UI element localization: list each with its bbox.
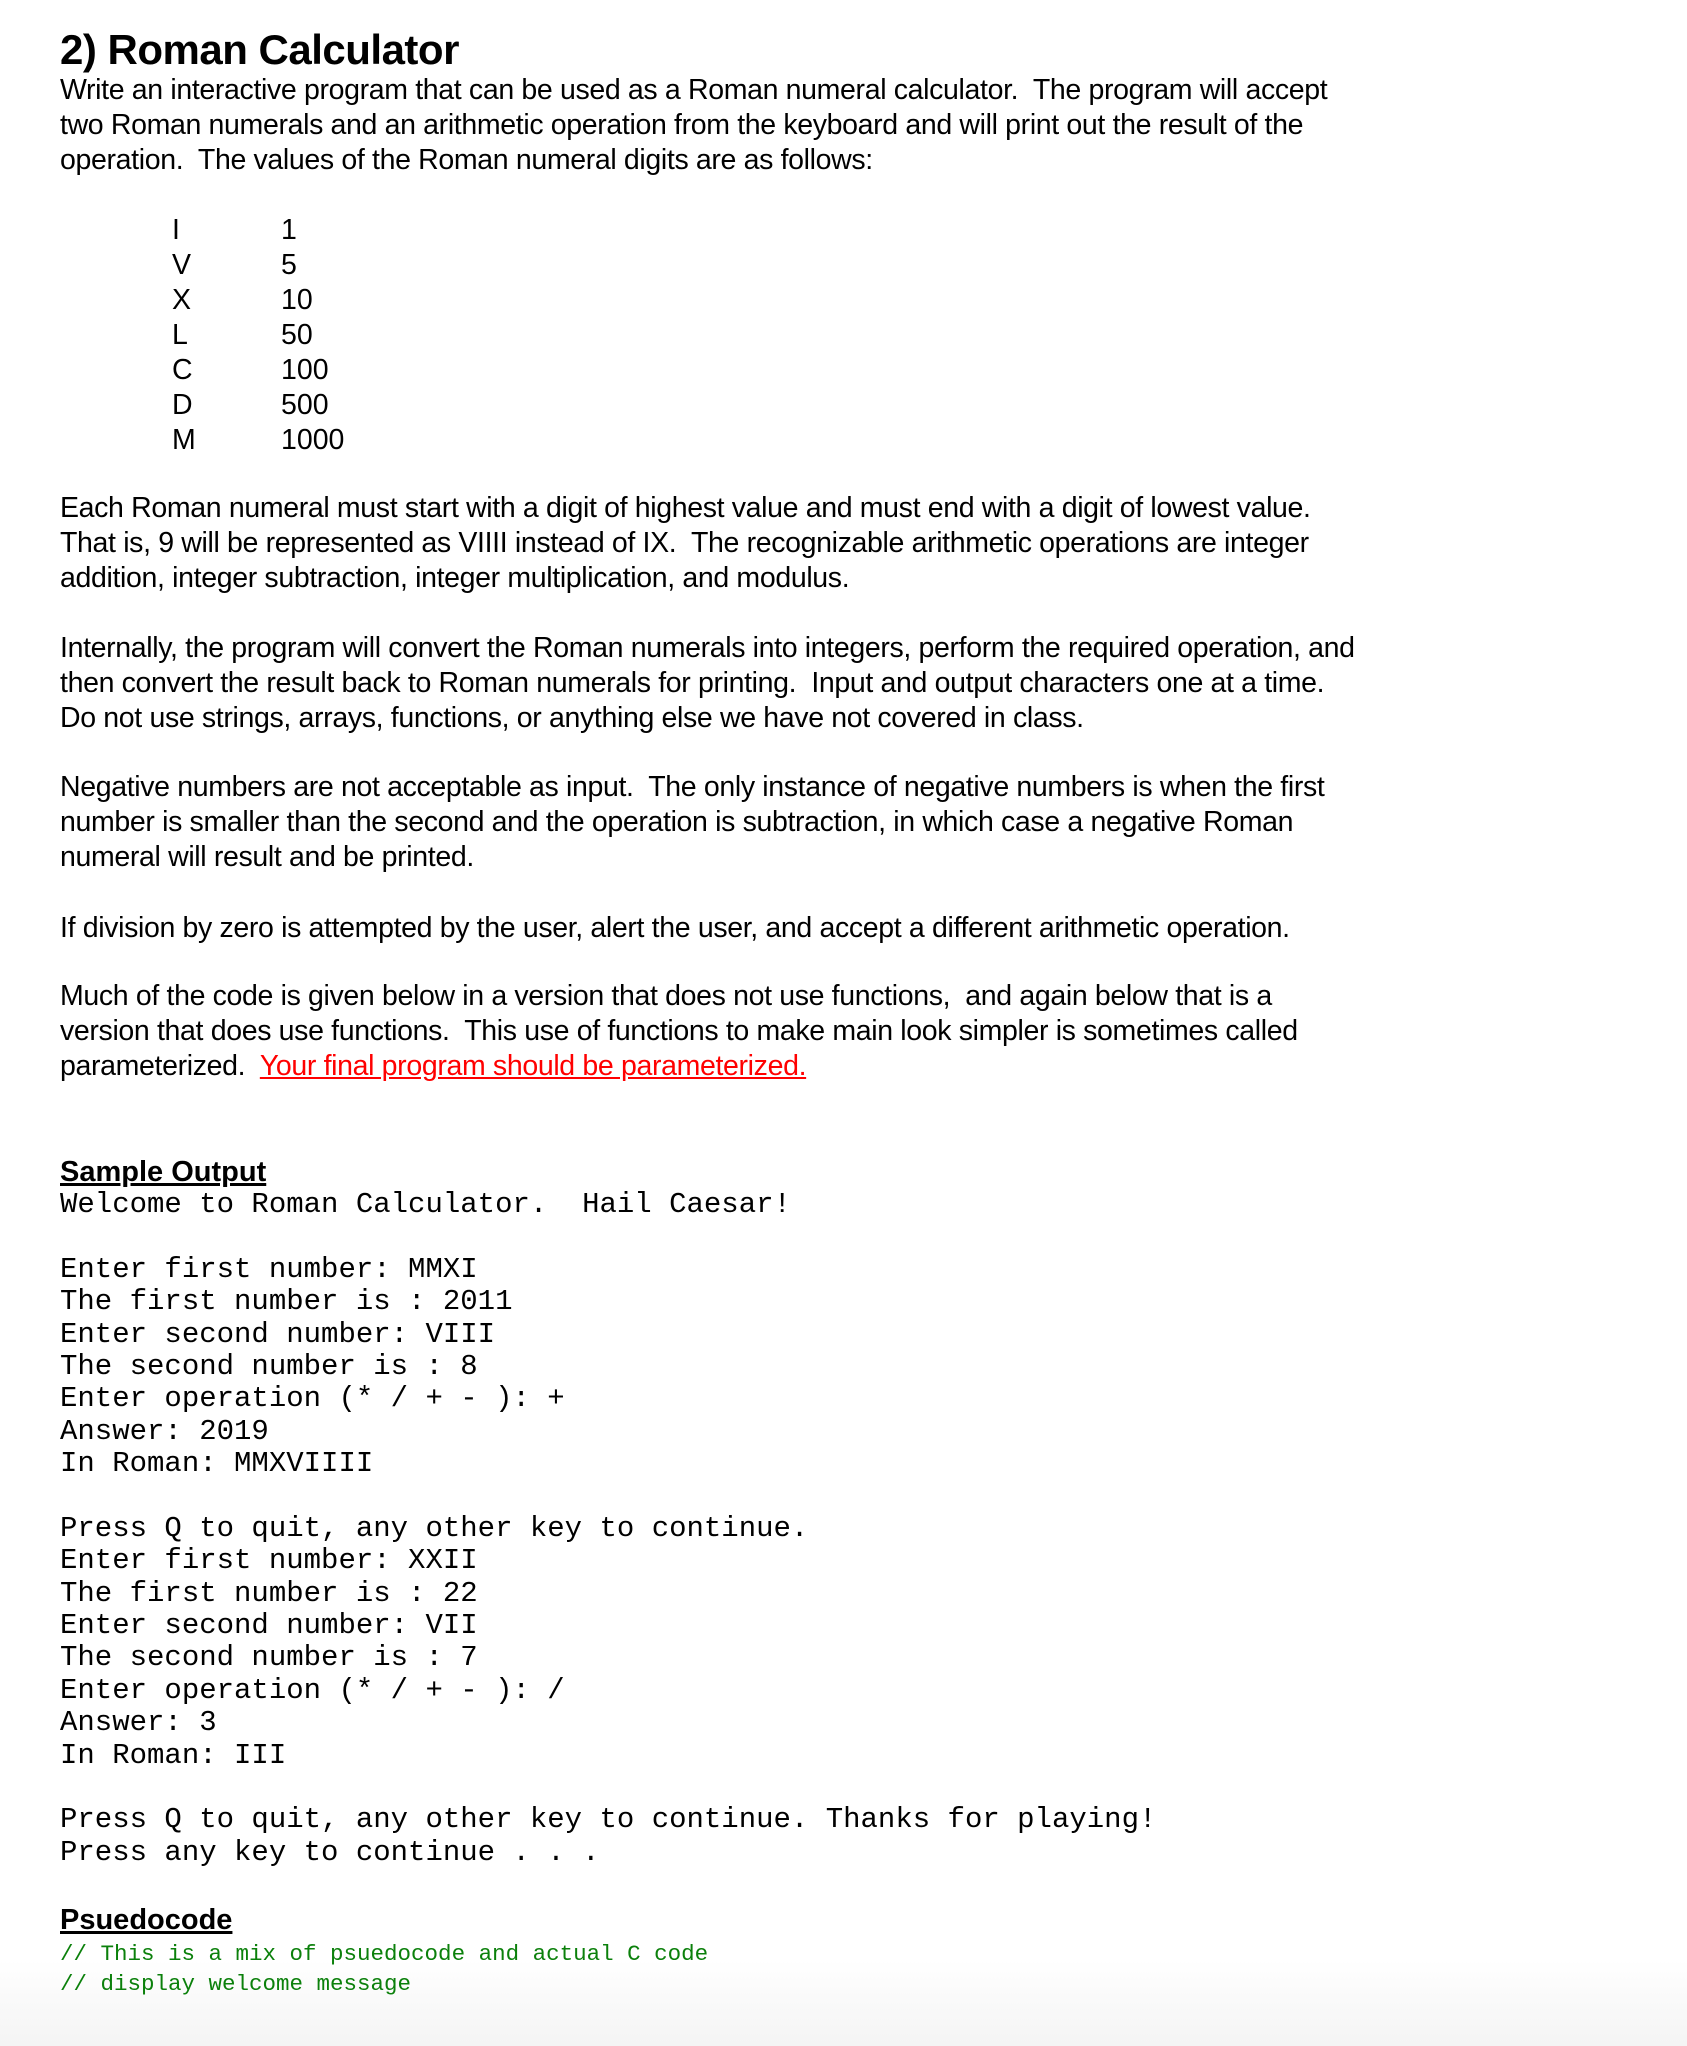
text-line: Negative numbers are not acceptable as input. The only instance of negative numbers is when the first — [60, 771, 1325, 803]
text-line — [60, 1049, 1298, 1084]
console-line: Welcome to Roman Calculator. Hail Caesar! — [60, 1188, 791, 1221]
text-line: Much of the code is given below in a version that does not use functions, and again below that is a — [60, 980, 1272, 1012]
console-line: Answer: 2019 — [60, 1414, 269, 1448]
console-line — [60, 1221, 1156, 1253]
digit-letter: X — [172, 284, 192, 316]
digit-value: 10 — [281, 284, 313, 316]
rules-paragraph — [60, 491, 1311, 596]
digit-letter: D — [172, 389, 193, 421]
console-line: Enter operation (* / + - ): / — [60, 1673, 565, 1707]
console-line: The first number is : 22 — [60, 1576, 478, 1610]
digit-value: 100 — [281, 354, 329, 386]
console-line: Enter second number: VII — [60, 1609, 478, 1643]
division-paragraph — [60, 911, 1290, 946]
console-line: Enter operation (* / + - ): + — [60, 1382, 565, 1416]
code-comment: // This is a mix of psuedocode and actual C code — [60, 1941, 709, 1967]
digit-value: 5 — [281, 249, 297, 281]
digit-letter: V — [172, 249, 192, 281]
text-line: If division by zero is attempted by the user, alert the user, and accept a different arithmetic operation. — [60, 912, 1290, 944]
console-line: Press Q to quit, any other key to continue. Thanks for playing! — [60, 1803, 1157, 1837]
pseudocode-heading: Psuedocode — [60, 1904, 233, 1936]
roman-digit-table — [60, 213, 460, 458]
console-line — [60, 1772, 1156, 1804]
page-title: 2) Roman Calculator — [60, 26, 459, 73]
digit-letter: L — [172, 319, 188, 351]
digit-row — [60, 248, 460, 283]
text-line: two Roman numerals and an arithmetic operation from the keyboard and will print out the result of the — [60, 109, 1304, 141]
text-line: numeral will result and be printed. — [60, 841, 474, 873]
sample-output-console — [60, 1189, 1156, 1869]
internals-paragraph — [60, 631, 1355, 736]
intro-paragraph — [60, 73, 1327, 178]
negative-numbers-paragraph — [60, 770, 1324, 875]
text-line: Each Roman numeral must start with a digit of highest value and must end with a digit of lowest value. — [60, 492, 1311, 524]
text-line: version that does use functions. This use of functions to make main look simpler is sometimes called — [60, 1015, 1298, 1047]
text-line: Internally, the program will convert the Roman numerals into integers, perform the required operation, and — [60, 632, 1355, 664]
digit-letter: I — [172, 214, 180, 246]
pseudocode-block — [60, 1939, 708, 1999]
digit-row — [60, 318, 460, 353]
console-line: Answer: 3 — [60, 1706, 217, 1740]
console-line: The second number is : 8 — [60, 1349, 478, 1383]
text-line: Do not use strings, arrays, functions, or anything else we have not covered in class. — [60, 702, 1084, 734]
digit-value: 500 — [281, 389, 329, 421]
digit-row — [60, 423, 460, 458]
digit-letter: C — [172, 354, 193, 386]
console-line: Enter second number: VIII — [60, 1317, 496, 1351]
console-line: In Roman: III — [60, 1738, 287, 1772]
parameterized-paragraph — [60, 979, 1298, 1084]
text-line: then convert the result back to Roman numerals for printing. Input and output characters one at a time. — [60, 667, 1325, 699]
digit-row — [60, 213, 460, 248]
digit-letter: M — [172, 424, 196, 456]
text-line: addition, integer subtraction, integer multiplication, and modulus. — [60, 562, 850, 594]
digit-value: 1000 — [281, 424, 345, 456]
console-line: Press any key to continue . . . — [60, 1835, 600, 1869]
console-line: In Roman: MMXVIIII — [60, 1447, 374, 1481]
digit-row — [60, 353, 460, 388]
digit-row — [60, 388, 460, 423]
sample-output-heading: Sample Output — [60, 1156, 267, 1188]
text-line: Write an interactive program that can be used as a Roman numeral calculator. The program will accept — [60, 74, 1328, 106]
console-line — [60, 1481, 1156, 1513]
digit-value: 50 — [281, 319, 313, 351]
text-line: That is, 9 will be represented as VIIII instead of IX. The recognizable arithmetic operations are integer — [60, 527, 1309, 559]
code-comment: // display welcome message — [60, 1971, 412, 1997]
text-segment: parameterized. — [60, 1050, 260, 1082]
console-line: The first number is : 2011 — [60, 1285, 513, 1319]
digit-value: 1 — [281, 214, 297, 246]
console-line: Press Q to quit, any other key to continue. — [60, 1511, 809, 1545]
text-line: operation. The values of the Roman numeral digits are as follows: — [60, 144, 873, 176]
console-line: The second number is : 7 — [60, 1641, 478, 1675]
requirement-highlight: Your final program should be parameterized. — [259, 1050, 807, 1082]
console-line: Enter first number: MMXI — [60, 1252, 478, 1286]
text-line: number is smaller than the second and the operation is subtraction, in which case a negative Roman — [60, 806, 1294, 838]
console-line: Enter first number: XXII — [60, 1544, 478, 1578]
digit-row — [60, 283, 460, 318]
